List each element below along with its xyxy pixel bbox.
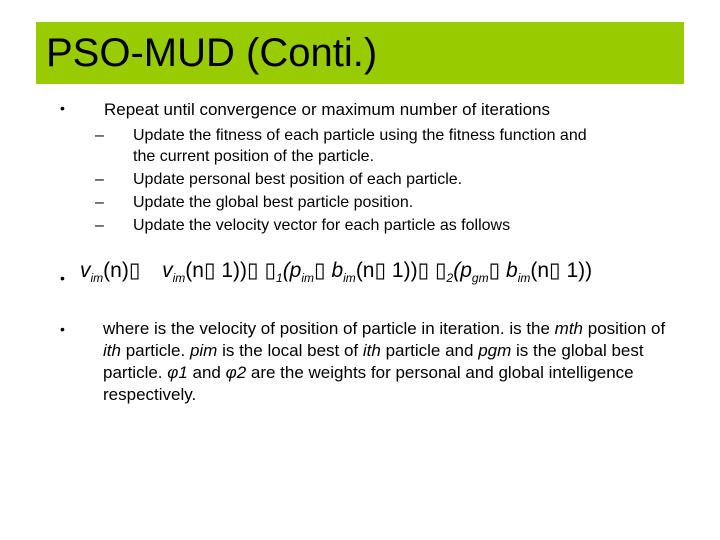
paragraph-italic: mth — [554, 319, 584, 338]
paragraph-italic: pgm — [478, 341, 512, 360]
formula-subscript: 2 — [446, 271, 454, 285]
paragraph-text: are the weights for personal and global intelligence respectively. — [103, 363, 634, 404]
slide-title: PSO-MUD (Conti.) — [46, 31, 378, 75]
formula-term: (n — [530, 259, 550, 282]
formula-term: 1)) — [566, 259, 593, 282]
formula-subscript: im — [172, 271, 186, 285]
formula-term: (n — [355, 259, 375, 282]
velocity-update-formula — [80, 255, 592, 289]
formula-term: (p — [282, 259, 302, 282]
formula-glyph: ▯ — [549, 259, 561, 282]
main-bullet-text: Repeat until convergence or maximum number of iterations — [104, 100, 550, 119]
bullet-icon: • — [60, 100, 65, 116]
formula-subscript: 1 — [276, 271, 283, 285]
sub-item-text: Update personal best position of each particle. — [133, 171, 463, 188]
formula-subscript: im — [343, 271, 356, 285]
formula-subscript: im — [301, 271, 315, 285]
formula-term: (n — [185, 259, 204, 282]
paragraph-text: where is the velocity of position of particle in iteration. is the — [103, 319, 555, 338]
dash-icon: – — [95, 127, 104, 144]
paragraph-text: position of — [583, 319, 666, 338]
paragraph-text: particle. — [120, 341, 190, 360]
formula-glyph: ▯ — [247, 259, 259, 282]
formula-term: b — [506, 259, 518, 282]
paragraph-italic: pim — [189, 341, 218, 360]
dash-icon: – — [95, 171, 104, 188]
paragraph-italic: φ2 — [225, 363, 247, 382]
paragraph-text: is the local best of — [217, 341, 363, 360]
formula-term: (p — [453, 259, 472, 282]
formula-glyph: ▯ — [128, 259, 141, 282]
formula-term: 1)) — [221, 259, 248, 282]
paragraph-text: and — [187, 363, 226, 382]
sub-item-text: Update the global best particle position. — [133, 194, 414, 211]
dash-icon: – — [95, 217, 104, 234]
title-bar — [36, 22, 684, 84]
formula-glyph: ▯ — [264, 259, 276, 282]
formula-glyph: ▯ — [417, 259, 430, 282]
paragraph-text: is the global best particle. — [103, 341, 644, 382]
bullet-icon: • — [60, 321, 65, 337]
formula-glyph: ▯ — [314, 259, 326, 282]
sub-item-text: Update the velocity vector for each particle as follows — [133, 217, 511, 234]
formula-term: 1)) — [391, 259, 418, 282]
explanation-paragraph — [103, 318, 673, 406]
paragraph-text: particle and — [380, 341, 479, 360]
paragraph-italic: ith — [362, 341, 381, 360]
sub-item-text: the current position of the particle. — [133, 148, 375, 165]
formula-glyph: ▯ — [488, 259, 501, 282]
paragraph-italic: φ1 — [167, 363, 188, 382]
formula-glyph: ▯ — [203, 259, 216, 282]
formula-term: b — [331, 259, 344, 282]
dash-icon: – — [95, 194, 104, 211]
paragraph-italic: ith — [103, 341, 121, 360]
formula-subscript: im — [517, 271, 531, 285]
formula-term: v — [162, 259, 173, 282]
formula-glyph: ▯ — [434, 259, 447, 282]
formula-term: (n) — [103, 259, 129, 282]
bullet-icon: • — [60, 270, 65, 286]
sub-item-text: Update the fitness of each particle using the fitness function and — [133, 127, 587, 144]
formula-glyph: ▯ — [374, 259, 387, 282]
formula-subscript: im — [90, 271, 104, 285]
formula-term: v — [80, 259, 91, 282]
formula-subscript: gm — [471, 271, 489, 285]
